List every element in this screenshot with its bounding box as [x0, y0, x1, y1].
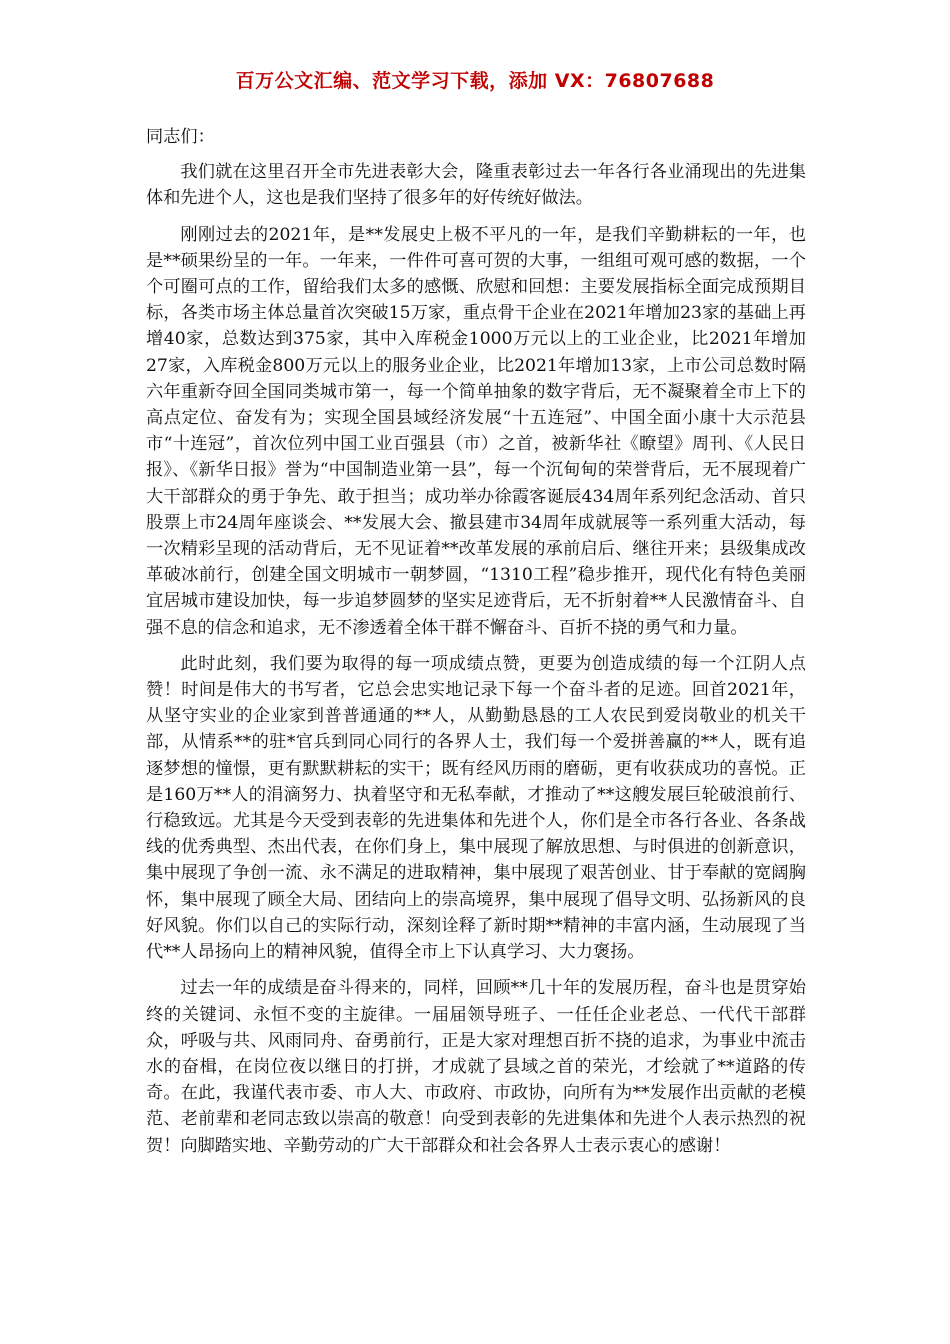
salutation: 同志们：: [146, 127, 215, 147]
paragraph: 我们就在这里召开全市先进表彰大会，隆重表彰过去一年各行各业涌现出的先进集体和先进个人，这也是我们坚持了很多年的好传统好做法。: [146, 162, 806, 209]
header-banner: 百万公文汇编、范文学习下载，添加 VX：76807688: [235, 70, 715, 92]
paragraph: 刚刚过去的2021年，是**发展史上极不平凡的一年，是我们辛勤耕耘的一年，也是**硕果纷呈的一年。一年来，一件件可喜可贺的大事，一组组可观可感的数据，一个个可圈可点的工作，留给我们太多的感慨、欣慰和回想：主要发展指标全面完成预期目标，各类市场主体总量首次突破15万家，重点骨干企业在2021年增加23家的基础上再增40家，总数达到375家，其中入库税金1000万元以上的工业企业，比2021年增加27家，入库税金800万元以上的服务业企业，比2021年增加13家，上市公司总数时隔六年重新夺回全国同类城市第一，每一个简单抽象的数字背后，无不凝聚着全市上下的高点定位、奋发有为；实现全国县域经济发展“十五连冠”、中国全面小康十大示范县市“十连冠”，首次位列中国工业百强县（市）之首，被新华社《瞭望》周刊、《人民日报》、《新华日报》誉为“中国制造业第一县”，每一个沉甸甸的荣誉背后，无不展现着广大干部群众的勇于争先、敢于担当；成功举办徐霞客诞辰434周年系列纪念活动、首只股票上市24周年座谈会、**发展大会、撤县建市34周年成就展等一系列重大活动，每一次精彩呈现的活动背后，无不见证着**改革发展的承前启后、继往开来；县级集成改革破冰前行，创建全国文明城市一朝梦圆，“1310工程”稳步推开，现代化有特色美丽宜居城市建设加快，每一步追梦圆梦的坚实足迹背后，无不折射着**人民激情奋斗、自强不息的信念和追求，无不渗透着全体干群不懈奋斗、百折不挠的勇气和力量。: [146, 224, 806, 638]
paragraph: 此时此刻，我们要为取得的每一项成绩点赞，更要为创造成绩的每一个江阴人点赞！时间是伟大的书写者，它总会忠实地记录下每一个奋斗者的足迹。回首2021年，从坚守实业的企业家到普普通通的**人，从勤勤恳恳的工人农民到爱岗敬业的机关干部，从情系**的驻*官兵到同心同行的各界人士，我们每一个爱拼善赢的**人，既有追逐梦想的憧憬，更有默默耕耘的实干；既有经风历雨的磨砺，更有收获成功的喜悦。正是160万**人的涓滴努力、执着坚守和无私奉献，才推动了**这艘发展巨轮破浪前行、行稳致远。尤其是今天受到表彰的先进集体和先进个人，你们是全市各行各业、各条战线的优秀典型、杰出代表，在你们身上，集中展现了解放思想、与时俱进的创新意识，集中展现了争创一流、永不满足的进取精神，集中展现了艰苦创业、甘于奉献的宽阔胸怀，集中展现了顾全大局、团结向上的崇高境界，集中展现了倡导文明、弘扬新风的良好风貌。你们以自己的实际行动，深刻诠释了新时期**精神的丰富内涵，生动展现了当代**人昂扬向上的精神风貌，值得全市上下认真学习、大力褒扬。: [146, 653, 806, 963]
paragraph: 过去一年的成绩是奋斗得来的，同样，回顾**几十年的发展历程，奋斗也是贯穿始终的关键词、永恒不变的主旋律。一届届领导班子、一任任企业老总、一代代干部群众，呼吸与共、风雨同舟、奋勇前行，正是大家对理想百折不挠的追求，为事业中流击水的奋楫，在岗位夜以继日的打拼，才成就了县域之首的荣光，才绘就了**道路的传奇。在此，我谨代表市委、市人大、市政府、市政协，向所有为**发展作出贡献的老模范、老前辈和老同志致以崇高的敬意！向受到表彰的先进集体和先进个人表示热烈的祝贺！向脚踏实地、辛勤劳动的广大干部群众和社会各界人士表示衷心的感谢！: [146, 978, 806, 1156]
document-body: [146, 124, 806, 1169]
